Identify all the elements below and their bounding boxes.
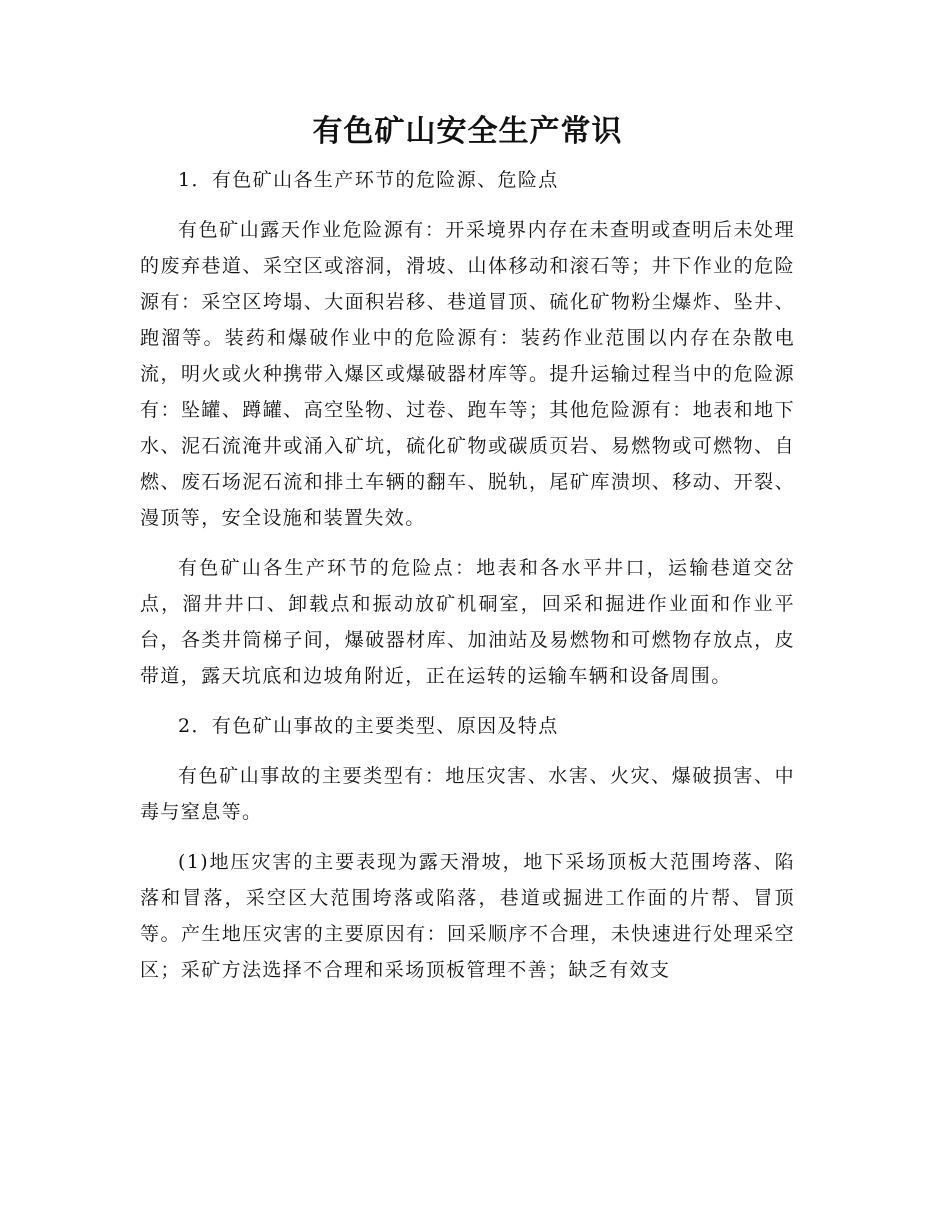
section-heading-1: 1．有色矿山各生产环节的危险源、危险点 [178, 169, 559, 191]
paragraph-accident-types: 有色矿山事故的主要类型有：地压灾害、水害、火灾、爆破损害、中毒与窒息等。 [140, 765, 795, 823]
paragraph-danger-points: 有色矿山各生产环节的危险点：地表和各水平井口，运输巷道交岔点，溜井井口、卸载点和振动放矿机硐室，回采和掘进作业面和作业平台，各类井筒梯子间，爆破器材库、加油站及易燃物和可燃物存放点，皮带道，露天坑底和边坡角附近，正在运转的运输车辆和设备周围。 [140, 557, 795, 687]
document-title: 有色矿山安全生产常识 [312, 114, 623, 149]
document-body [140, 112, 795, 1002]
paragraph-hazard-sources: 有色矿山露天作业危险源有：开采境界内存在未查明或查明后未处理的废弃巷道、采空区或溶洞，滑坡、山体移动和滚石等；井下作业的危险源有：采空区垮塌、大面积岩移、巷道冒顶、硫化矿物粉尘爆炸、坠井、跑溜等。装药和爆破作业中的危险源有：装药作业范围以内存在杂散电流，明火或火种携带入爆区或爆破器材库等。提升运输过程当中的危险源有：坠罐、蹲罐、高空坠物、过卷、跑车等；其他危险源有：地表和地下水、泥石流淹井或涌入矿坑，硫化矿物或碳质页岩、易燃物或可燃物、自燃、废石场泥石流和排土车辆的翻车、脱轨，尾矿库溃坝、移动、开裂、漫顶等，安全设施和装置失效。 [140, 219, 795, 529]
section-heading-2: 2．有色矿山事故的主要类型、原因及特点 [178, 715, 559, 737]
paragraph-ground-pressure: (1)地压灾害的主要表现为露天滑坡，地下采场顶板大范围垮落、陷落和冒落，采空区大范围垮落或陷落，巷道或掘进工作面的片帮、冒顶等。产生地压灾害的主要原因有：回采顺序不合理，未快速进行处理采空区；采矿方法选择不合理和采场顶板管理不善；缺乏有效支 [140, 851, 795, 981]
